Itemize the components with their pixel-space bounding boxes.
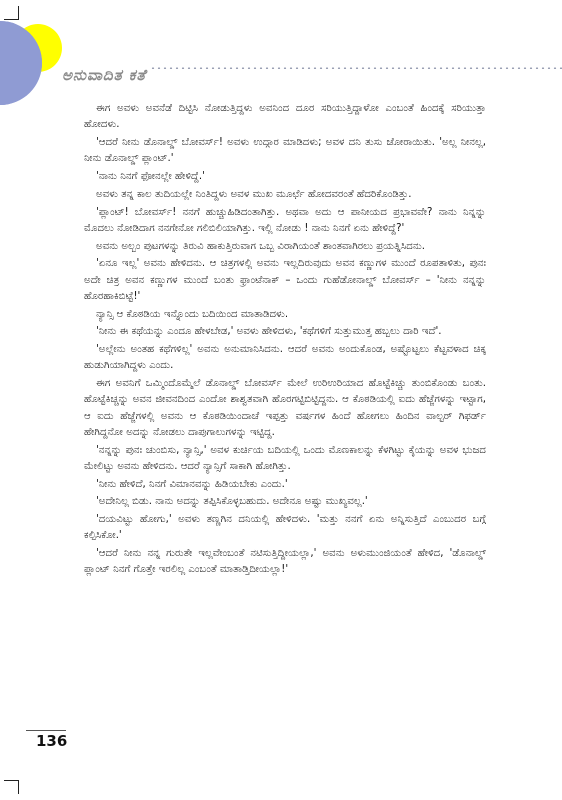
- crop-mark-bottom-v: [18, 780, 19, 794]
- paragraph: 'ಆದರೆ ನೀನು ಡೊನಾಲ್ಡ್ ಬೋವರ್ಸ್! ಅವಳು ಉದ್ಗಾರ ಮಾಡಿದಳು; ಅವಳ ದನಿ ತುಸು ಜೋರಾಯಿತು. 'ಅಲ್ಲ ನೀನಲ್ಲ, ನೀನು ಡೊನಾಲ್ಡ್ ಪ್ಲಾಂಟ್.': [84, 137, 486, 165]
- paragraph: 'ಅಲ್ಲೇನು ಅಂತಹ ಕಥೆಗಳಿಲ್ಲ' ಅವನು ಅನುಮಾನಿಸಿದನು. ಆದರೆ ಅವನು ಅಂದುಕೊಂಡ, ಅಷ್ಟೊಟ್ಟಲು ಕೆಟ್ಟವಳಾದ ಚಿಕ್ಕ ಹುಡುಗಿಯಾಗಿದ್ದಳು ಎಂದು.: [84, 344, 486, 372]
- paragraph: ಈಗ ಅವನಿಗೆ ಒಮ್ಮಿಂದೊಮ್ಮೆಲೆ ಡೊನಾಲ್ಡ್ ಬೋವರ್ಸ್ ಮೇಲೆ ಉರಿಉರಿಯಾದ ಹೊಟ್ಟೆಕಿಚ್ಚು ತುಂಬಿಕೊಂಡು ಬಂತು. ಹೊಟ್ಟೆಕಿಚ್ಚನ್ನು ಅವನ ಜೀವನದಿಂದ ಎಂದೋ ಶಾಶ್ವತವಾಗಿ ಹೊರಗಟ್ಟಿಬಿಟ್ಟಿದ್ದನು. ಆ ಕೊಠಡಿಯಲ್ಲಿ ಐದು ಹೆಜ್ಜೆಗಳನ್ನು ಇಟ್ಟಾಗ, ಆ ಐದು ಹೆಜ್ಜೆಗಳಲ್ಲಿ ಅವನು ಆ ಕೊಠಡಿಯಿಂದಾಚೆ ಇಪ್ಪತ್ತು ವರ್ಷಗಳ ಹಿಂದೆ ಹೋಗಲು ಹಿಂದಿನ ವಾಲ್ಟರ್ ಗಿಫರ್ಡ್ ಹೇಗಿದ್ದನೋ ಅದನ್ನು ನೋಡಲು ದಾಪುಗಾಲುಗಳನ್ನು ಇಟ್ಟಿದ್ದ.: [84, 378, 486, 438]
- page-number-rule: [26, 730, 66, 731]
- paragraph: ಈಗ ಅವಳು ಅವನೆಡೆ ದಿಟ್ಟಿಸಿ ನೋಡುತ್ತಿದ್ದಳು ಅವನಿಂದ ದೂರ ಸರಿಯುತ್ತಿದ್ದಾಳೋ ಎಂಬಂತೆ ಹಿಂದಕ್ಕೆ ಸರಿಯುತ್ತಾ ಹೋದಳು.: [84, 103, 486, 131]
- paragraph: ನ್ಯಾನ್ಸಿ ಆ ಕೊಠಡಿಯ ಇನ್ನೊಂದು ಬದಿಯಿಂದ ಮಾತಾಡಿದಳು.: [96, 308, 289, 320]
- paragraph: 'ಆದರೆ ನೀನು ನನ್ನ ಗುರುತೇ ಇಲ್ಲವೇಂಬಂತೆ ನಟಿಸುತ್ತಿದ್ದೀಯಲ್ಲಾ,' ಅವನು ಅಳುಮುಂಜಿಯಂತೆ ಹೇಳಿದ, 'ಡೊನಾಲ್ಡ್ ಪ್ಲಾಂಟ್ ನಿನಗೆ ಗೊತ್ತೇ ಇರಲಿಲ್ಲ ಎಂಬಂತೆ ಮಾತಾಡ್ತಿದೀಯಲ್ಲಾ!': [84, 548, 486, 576]
- decorative-circles: [0, 0, 110, 110]
- paragraph: 'ಏನೂ ಇಲ್ಲ' ಅವನು ಹೇಳಿದನು. ಆ ಚಿತ್ರಗಳಲ್ಲಿ ಅವನು ಇಲ್ಲದಿರುವುದು ಅವನ ಕಣ್ಣುಗಳ ಮುಂದೆ ರೂಪತಾಳಿತು, ಪುನಃ ಅದೇ ಚಿತ್ರ ಅವನ ಕಣ್ಣುಗಳ ಮುಂದೆ ಬಂತು ಫ್ರಾಂಟೆನಾಕ್ – ಒಂದು ಗುಹೆಡೋನಾಲ್ಡ್ ಬೋವರ್ಸ್ – 'ನೀನು ನನ್ನನ್ನು ಹೊರಹಾಕಿಬಿಟ್ಟೆ!': [84, 258, 486, 302]
- crop-mark-bottom-h: [4, 780, 18, 781]
- section-title: ಅನುವಾದಿತ ಕತೆ: [62, 66, 147, 84]
- dotted-rule: [150, 67, 562, 69]
- paragraph: 'ನೀನು ಈ ಕಥೆಯನ್ನು ಎಂದೂ ಹೇಳಬೇಡ,' ಅವಳು ಹೇಳಿದಳು, 'ಕಥೆಗಳಿಗೆ ಸುತ್ತುಮುತ್ತ ಹಬ್ಬಲು ದಾರಿ ಇದೆ'.: [96, 326, 442, 338]
- paragraph: 'ದಯವಿಟ್ಟು ಹೋಗು,' ಅವಳು ತಣ್ಣಗಿನ ದನಿಯಲ್ಲಿ ಹೇಳಿದಳು. 'ಮತ್ತು ನನಗೆ ಏನು ಅನ್ನಿಸುತ್ತಿದೆ ಎಂಬುದರ ಬಗ್ಗೆ ಕಲ್ಪಿಸಿಕೋ.': [84, 514, 486, 542]
- paragraph: 'ನನ್ನನ್ನು ಪುನಃ ಚುಂಬಿಸು, ನ್ಯಾನ್ಸಿ,' ಅವಳ ಕುರ್ಚಿಯ ಬದಿಯಲ್ಲಿ ಒಂದು ಮೊಣಕಾಲನ್ನು ಕೆಳಗಿಟ್ಟು ಕೈಯನ್ನು ಅವಳ ಭುಜದ ಮೇಲಿಟ್ಟು ಅವನು ಹೇಳಿದನು. ಆದರೆ ನ್ಯಾನ್ಸಿಗೆ ಸಾಕಾಗಿ ಹೋಗಿತ್ತು.: [84, 444, 486, 472]
- paragraph: ಅವಳು ತನ್ನ ಕಾಲ ತುದಿಯಲ್ಲೇ ನಿಂತಿದ್ದಳು ಅವಳ ಮುಖ ಮೂರ್ಛೆ ಹೋದವರಂತೆ ಹೆದರಿಕೊಂಡಿತ್ತು.: [96, 188, 412, 200]
- page-number: 136: [36, 732, 68, 750]
- paragraph: 'ನೀನು ಹೇಳಿದೆ, ನಿನಗೆ ವಿಮಾನವನ್ನು ಹಿಡಿಯಬೇಕು ಎಂದು.': [96, 478, 288, 490]
- paragraph: 'ಪ್ಲಾಂಟ್! ಬೋವರ್ಸ್! ನನಗೆ ಹುಚ್ಚುಹಿಡಿದಂತಾಗಿತ್ತು. ಅಥವಾ ಅದು ಆ ಪಾನೀಯದ ಪ್ರಭಾವವೇ? ನಾನು ನಿನ್ನನ್ನು ಮೊದಲು ನೋಡಿದಾಗ ನನಗೇನೋ ಗಲಿಬಿಲಿಯಾಗಿತ್ತು. ಇಲ್ಲಿ ನೋಡು ! ನಾನು ನಿನಗೆ ಏನು ಹೇಳಿದ್ದೆ?': [84, 206, 486, 234]
- paragraph: 'ಅದೇನಿಲ್ಲ ಬಿಡು. ನಾನು ಅದನ್ನು ತಪ್ಪಿಸಿಕೊಳ್ಳಬಹುದು. ಅದೇನೂ ಅಷ್ಟು ಮುಖ್ಯವಲ್ಲ.': [96, 496, 368, 508]
- paragraph: ಅವನು ಅಲ್ಬಂ ಪುಟಗಳನ್ನು ತಿರುವಿ ಹಾಕುತ್ತಿರುವಾಗ ಒಬ್ಬ ವಿರಾಗಿಯಂತೆ ಶಾಂತವಾಗಿರಲು ಪ್ರಯತ್ನಿಸಿದನು.: [96, 240, 426, 252]
- story-body: [84, 101, 486, 580]
- paragraph: 'ನಾನು ನಿನಗೆ ಫೋನಲ್ಲೇ ಹೇಳಿದ್ದೆ.': [96, 171, 205, 182]
